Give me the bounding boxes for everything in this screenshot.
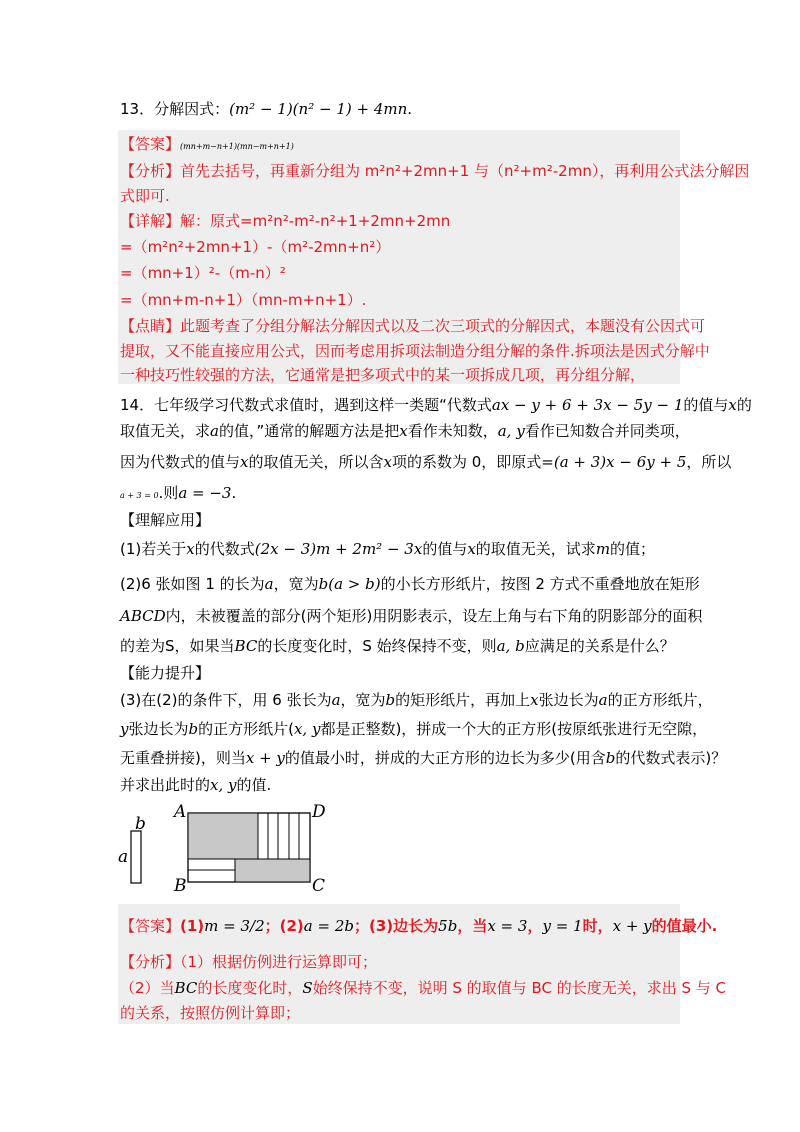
answer13-answer bbox=[120, 134, 294, 157]
answer13-detail-2: =（m²n²+2mn+1）-（m²-2mn+n²） bbox=[120, 238, 391, 256]
analysis-tag: 【分析】 bbox=[120, 953, 181, 971]
answer-tag: 【答案】 bbox=[120, 917, 181, 935]
answer13-detail-4: =（mn+m-n+1）（mn-m+n+1）. bbox=[120, 291, 367, 309]
q14-part2-3: 的差为S，如果当BC的长度变化时，S 始终保持不变，则a, b应满足的关系是什么？ bbox=[120, 637, 675, 655]
fig1-label-a: a bbox=[118, 847, 129, 867]
answer13-detail-1: 【详解】解：原式=m²n²-m²-n²+1+2mn+2mn bbox=[120, 212, 451, 230]
shaded-top-left bbox=[188, 813, 258, 859]
detail-tag: 【详解】 bbox=[120, 212, 181, 230]
answer13-value: (mn+m−n+1)(mn−m+n+1) bbox=[180, 142, 294, 151]
q14-part2-1: (2)6 张如图 1 的长为a，宽为b(a > b)的小长方形纸片，按图 2 方式不重叠地放在矩形 bbox=[120, 575, 700, 593]
answer14-analysis-3: 的关系，按照仿例计算即； bbox=[120, 1004, 301, 1022]
figure-area bbox=[110, 800, 340, 900]
q14-part3-3: 无重叠拼接)，则当x + y的值最小时，拼成的大正方形的边长为多少(用含b的代数式表示)？ bbox=[120, 749, 727, 767]
answer14-analysis-1: 【分析】（1）根据仿例进行运算即可； bbox=[120, 953, 378, 971]
answer14-answer: 【答案】(1)m = 3/2；(2)a = 2b；(3)边长为5b，当x = 3，y = 1时，x + y的值最小. bbox=[120, 917, 718, 935]
q14-part3-2: y张边长为b的正方形纸片(x, y都是正整数)，拼成一个大的正方形(按原纸张进行无空隙， bbox=[120, 720, 708, 738]
fig1-rectangle bbox=[131, 831, 141, 883]
answer13-detail-3: =（mn+1）²-（m-n）² bbox=[120, 264, 286, 282]
q14-part3-4: 并求出此时的x, y的值. bbox=[120, 776, 272, 794]
analysis-tag: 【分析】 bbox=[120, 162, 181, 180]
q14-line-1: 14．七年级学习代数式求值时，遇到这样一类题“代数式ax − y + 6 + 3x − 5y − 1的值与x的 bbox=[120, 396, 752, 414]
section-advanced: 【能力提升】 bbox=[120, 664, 211, 682]
comment-tag: 【点睛】 bbox=[120, 317, 181, 335]
answer13-analysis-2: 式即可. bbox=[120, 187, 170, 205]
answer13-analysis-1: 【分析】首先去括号，再重新分组为 m²n²+2mn+1 与（n²+m²-2mn），再利用公式法分解因 bbox=[120, 162, 750, 180]
q14-part2-2: ABCD内，未被覆盖的部分(两个矩形)用阴影表示，设左上角与右下角的阴影部分的面积 bbox=[120, 607, 703, 625]
section-understanding: 【理解应用】 bbox=[120, 511, 211, 529]
vertex-b-label: B bbox=[174, 876, 187, 896]
q14-line-2: 取值无关，求a的值，”通常的解题方法是把x看作未知数，a, y看作已知数合并同类项， bbox=[120, 422, 690, 440]
answer13-comment-3: 一种技巧性较强的方法，它通常是把多项式中的某一项拆成几项，再分组分解， bbox=[120, 366, 646, 384]
fig1-label-b: b bbox=[135, 814, 146, 834]
shaded-bottom-right bbox=[235, 859, 310, 882]
q13-line: 13．分解因式：(m² − 1)(n² − 1) + 4mn. bbox=[120, 100, 413, 118]
q14-line-4: a + 3 = 0.则a = −3. bbox=[120, 484, 237, 502]
answer13-comment-1: 【点睛】此题考查了分组分解法分解因式以及二次三项式的分解因式，本题没有公因式可 bbox=[120, 317, 706, 335]
q13-expression: (m² − 1)(n² − 1) + 4mn bbox=[229, 100, 408, 118]
answer14-analysis-2: （2）当BC的长度变化时，S始终保持不变，说明 S 的取值与 BC 的长度无关，求出 S 与 C bbox=[120, 979, 727, 997]
q14-part1: (1)若关于x的代数式(2x − 3)m + 2m² − 3x的值与x的取值无关，试求m的值； bbox=[120, 540, 656, 558]
q13-label: 13．分解因式： bbox=[120, 100, 230, 118]
vertex-d-label: D bbox=[312, 802, 326, 822]
answer-tag: 【答案】 bbox=[120, 135, 181, 153]
vertex-a-label: A bbox=[174, 802, 187, 822]
q14-part3-1: (3)在(2)的条件下，用 6 张长为a，宽为b的矩形纸片，再加上x张边长为a的正方形纸片， bbox=[120, 691, 713, 709]
vertex-c-label: C bbox=[312, 876, 326, 896]
q14-line-3: 因为代数式的值与x的取值无关，所以含x项的系数为 0，即原式=(a + 3)x − 6y + 5，所以 bbox=[120, 453, 732, 471]
answer13-comment-2: 提取，又不能直接应用公式，因而考虑用拆项法制造分组分解的条件.拆项法是因式分解中 bbox=[120, 342, 710, 360]
